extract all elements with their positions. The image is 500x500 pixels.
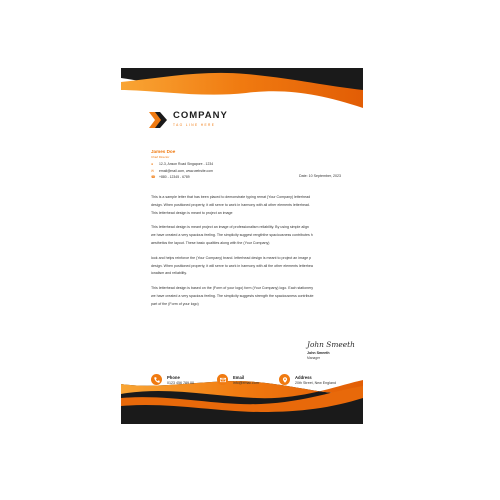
phone-icon (151, 374, 162, 385)
body-paragraph: look and helps reinforce the (Your Company) brand. letterhead design is meant to project an image p design. When positioned property, it will serve to work in harmony with all the other elements letterhea ionalism and reliability. (151, 255, 313, 276)
location-icon: ● (151, 162, 154, 166)
sender-web: email@mail.com, www.website.com (159, 168, 213, 173)
footer-phone-label: Phone (167, 375, 180, 380)
signatory-name: John Smeeth (307, 351, 330, 355)
sender-name: James Doe (151, 149, 176, 154)
letterhead-page (121, 68, 363, 424)
footer-email-value: info@email.com (233, 381, 259, 385)
email-icon (217, 374, 228, 385)
sender-phone-line (151, 175, 190, 179)
signatory-title: Manager (307, 356, 321, 360)
footer-phone-value: 0123 456 789 00 (167, 381, 194, 385)
footer-address-label: Address (295, 375, 312, 380)
sender-web-line (151, 169, 213, 173)
phone-icon: ☎ (151, 175, 156, 179)
footer-email-label: Email (233, 375, 245, 380)
sender-address-line (151, 162, 213, 166)
footer-address-value: 20th Street, New England (295, 381, 336, 385)
company-name: COMPANY (173, 110, 228, 121)
body-paragraph: This letterhead design is meant project an image of professionalism reliability. By using simple align we have created a very spacious feeling. The simplicity suggest rengththe spaciousness contributes h aesthetics the layout. These basic qualities along with the (Your Company) (151, 225, 313, 245)
company-logo-icon (149, 112, 167, 128)
letter-body (151, 194, 345, 316)
location-icon (279, 374, 290, 385)
sender-title: Chief Director (151, 155, 170, 159)
email-icon: ✉ (151, 168, 154, 173)
sender-phone: +880 - 12345 - 6789 (159, 175, 190, 179)
body-paragraph: This is a sample letter that has been placed to demonstrate typing remat (Your Company) letterhead design. When positioned property, it will serve to work in harmony with all other elements letterhead. This letterhead design is meant to project an image (151, 195, 311, 215)
company-tagline: TAG LINE HERE (173, 123, 216, 127)
letter-date: Date: 10 September, 2023 (299, 174, 341, 178)
sender-address: 12-3, Anson Road Singapore - 1234 (159, 162, 214, 166)
body-paragraph: This letterhead design is based on the (Form of your logo) form (Your Company) logo. Each stationery we have created a very spacious feeling. The simplicity suggests strength the spaciousness contribute part of the (Form of your logo) (151, 286, 314, 306)
signature-script: John Smeeth (307, 340, 355, 349)
